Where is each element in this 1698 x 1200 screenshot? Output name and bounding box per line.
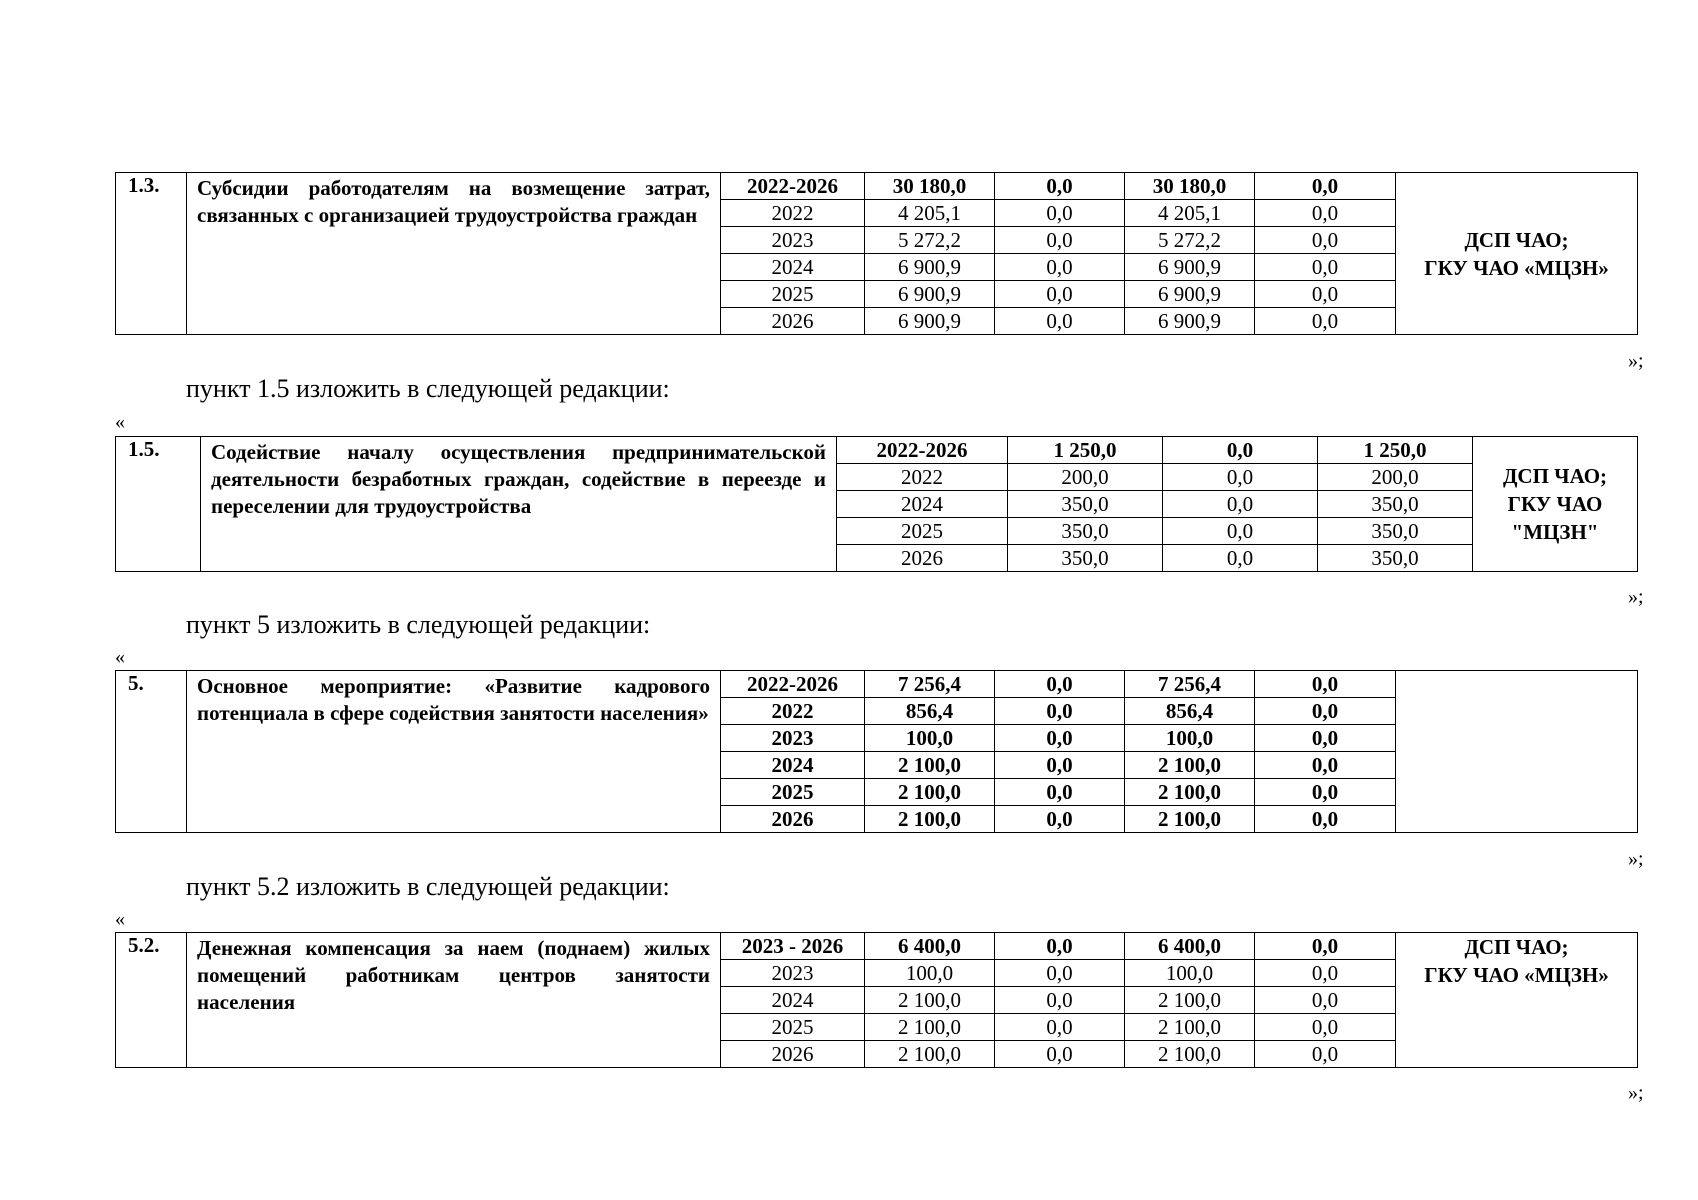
funding-cell: 0,0 [995, 779, 1125, 806]
total-cell: 2 100,0 [865, 779, 995, 806]
total-cell: 6 900,9 [865, 308, 995, 335]
table-item-5 [115, 670, 1638, 833]
total-cell: 100,0 [865, 725, 995, 752]
funding-cell: 0,0 [995, 752, 1125, 779]
item-number: 1.5. [116, 437, 201, 572]
funding-cell: 0,0 [1255, 254, 1396, 281]
period-cell: 2025 [721, 779, 865, 806]
total-cell: 2 100,0 [865, 1041, 995, 1068]
item-number: 1.3. [116, 173, 187, 335]
funding-cell: 0,0 [995, 933, 1125, 960]
funding-cell: 200,0 [1318, 464, 1473, 491]
table-item-1-5 [115, 436, 1638, 572]
funding-cell: 0,0 [1255, 698, 1396, 725]
closing-quote: »; [1628, 350, 1644, 372]
total-cell: 2 100,0 [865, 1014, 995, 1041]
table-row [116, 671, 1638, 698]
period-cell: 2024 [721, 987, 865, 1014]
total-cell: 100,0 [865, 960, 995, 987]
total-cell: 2 100,0 [865, 806, 995, 833]
funding-cell: 30 180,0 [1125, 173, 1255, 200]
closing-quote: »; [1628, 848, 1644, 870]
funding-cell: 0,0 [995, 173, 1125, 200]
responsible-executor: ДСП ЧАО; ГКУ ЧАО «МЦЗН» [1396, 173, 1638, 335]
funding-cell: 2 100,0 [1125, 752, 1255, 779]
funding-cell: 856,4 [1125, 698, 1255, 725]
period-cell: 2025 [721, 1014, 865, 1041]
total-cell: 4 205,1 [865, 200, 995, 227]
funding-cell: 0,0 [1163, 437, 1318, 464]
total-cell: 856,4 [865, 698, 995, 725]
funding-cell: 100,0 [1125, 960, 1255, 987]
funding-cell: 0,0 [1255, 173, 1396, 200]
funding-cell: 350,0 [1318, 491, 1473, 518]
total-cell: 2 100,0 [865, 987, 995, 1014]
funding-cell: 0,0 [995, 308, 1125, 335]
period-cell: 2023 - 2026 [721, 933, 865, 960]
period-cell: 2022-2026 [721, 671, 865, 698]
funding-cell: 2 100,0 [1125, 987, 1255, 1014]
period-cell: 2022 [721, 200, 865, 227]
funding-cell: 7 256,4 [1125, 671, 1255, 698]
funding-cell: 0,0 [995, 1041, 1125, 1068]
funding-cell: 0,0 [995, 1014, 1125, 1041]
instruction-paragraph: пункт 1.5 изложить в следующей редакции: [186, 374, 670, 403]
period-cell: 2026 [721, 806, 865, 833]
table-item-1-3 [115, 172, 1638, 335]
total-cell: 7 256,4 [865, 671, 995, 698]
item-description: Субсидии работодателям на возмещение затрат, связанных с организацией трудоустройства граждан [187, 173, 721, 335]
instruction-paragraph: пункт 5 изложить в следующей редакции: [186, 610, 651, 639]
total-cell: 350,0 [1008, 518, 1163, 545]
total-cell: 5 272,2 [865, 227, 995, 254]
period-cell: 2022 [721, 698, 865, 725]
funding-cell: 0,0 [1163, 545, 1318, 572]
table-row [116, 173, 1638, 200]
funding-cell: 0,0 [1255, 806, 1396, 833]
funding-cell: 2 100,0 [1125, 1041, 1255, 1068]
total-cell: 350,0 [1008, 545, 1163, 572]
funding-cell: 0,0 [995, 698, 1125, 725]
funding-cell: 2 100,0 [1125, 779, 1255, 806]
funding-cell: 0,0 [1255, 227, 1396, 254]
total-cell: 200,0 [1008, 464, 1163, 491]
total-cell: 6 900,9 [865, 281, 995, 308]
funding-cell: 100,0 [1125, 725, 1255, 752]
funding-cell: 0,0 [1255, 752, 1396, 779]
funding-cell: 6 900,9 [1125, 281, 1255, 308]
item-description: Содействие началу осуществления предпринимательской деятельности безработных граждан, содействие в переезде и переселении для трудоустройства [201, 437, 837, 572]
period-cell: 2026 [721, 1041, 865, 1068]
funding-cell: 0,0 [995, 254, 1125, 281]
total-cell: 6 400,0 [865, 933, 995, 960]
funding-cell: 0,0 [1255, 933, 1396, 960]
period-cell: 2022-2026 [721, 173, 865, 200]
funding-cell: 0,0 [1255, 671, 1396, 698]
funding-cell: 0,0 [995, 987, 1125, 1014]
period-cell: 2024 [837, 491, 1008, 518]
closing-quote: »; [1628, 586, 1644, 608]
item-description: Основное мероприятие: «Развитие кадрового потенциала в сфере содействия занятости населения» [187, 671, 721, 833]
period-cell: 2025 [837, 518, 1008, 545]
funding-cell: 1 250,0 [1318, 437, 1473, 464]
item-number: 5.2. [116, 933, 187, 1068]
period-cell: 2023 [721, 725, 865, 752]
funding-cell: 0,0 [995, 281, 1125, 308]
funding-cell: 6 900,9 [1125, 308, 1255, 335]
funding-cell: 0,0 [1255, 987, 1396, 1014]
period-cell: 2023 [721, 960, 865, 987]
total-cell: 2 100,0 [865, 752, 995, 779]
table-row [116, 437, 1638, 464]
period-cell: 2025 [721, 281, 865, 308]
funding-cell: 0,0 [1255, 1041, 1396, 1068]
funding-cell: 5 272,2 [1125, 227, 1255, 254]
opening-quote: « [115, 646, 125, 668]
funding-cell: 0,0 [995, 960, 1125, 987]
funding-cell: 0,0 [1163, 464, 1318, 491]
funding-cell: 0,0 [1163, 518, 1318, 545]
period-cell: 2024 [721, 752, 865, 779]
period-cell: 2022-2026 [837, 437, 1008, 464]
instruction-paragraph: пункт 5.2 изложить в следующей редакции: [186, 872, 670, 901]
funding-cell: 0,0 [1255, 1014, 1396, 1041]
funding-cell: 350,0 [1318, 545, 1473, 572]
funding-cell: 2 100,0 [1125, 806, 1255, 833]
period-cell: 2026 [721, 308, 865, 335]
closing-quote: »; [1628, 1082, 1644, 1104]
funding-cell: 0,0 [1255, 960, 1396, 987]
funding-cell: 0,0 [995, 725, 1125, 752]
funding-cell: 0,0 [1255, 725, 1396, 752]
period-cell: 2024 [721, 254, 865, 281]
funding-cell: 0,0 [995, 200, 1125, 227]
period-cell: 2023 [721, 227, 865, 254]
total-cell: 30 180,0 [865, 173, 995, 200]
item-number: 5. [116, 671, 187, 833]
funding-cell: 350,0 [1318, 518, 1473, 545]
total-cell: 6 900,9 [865, 254, 995, 281]
item-description: Денежная компенсация за наем (поднаем) жилых помещений работникам центров занятости населения [187, 933, 721, 1068]
responsible-executor [1396, 671, 1638, 833]
funding-cell: 0,0 [1255, 281, 1396, 308]
total-cell: 350,0 [1008, 491, 1163, 518]
total-cell: 1 250,0 [1008, 437, 1163, 464]
funding-cell: 0,0 [995, 671, 1125, 698]
funding-cell: 6 400,0 [1125, 933, 1255, 960]
funding-cell: 2 100,0 [1125, 1014, 1255, 1041]
table-row [116, 933, 1638, 960]
period-cell: 2022 [837, 464, 1008, 491]
responsible-executor: ДСП ЧАО; ГКУ ЧАО «МЦЗН» [1396, 933, 1638, 1068]
funding-cell: 0,0 [995, 806, 1125, 833]
funding-cell: 6 900,9 [1125, 254, 1255, 281]
responsible-executor: ДСП ЧАО; ГКУ ЧАО "МЦЗН" [1473, 437, 1638, 572]
opening-quote: « [115, 411, 125, 433]
funding-cell: 0,0 [1163, 491, 1318, 518]
funding-cell: 0,0 [995, 227, 1125, 254]
funding-cell: 4 205,1 [1125, 200, 1255, 227]
funding-cell: 0,0 [1255, 308, 1396, 335]
table-item-5-2 [115, 932, 1638, 1068]
period-cell: 2026 [837, 545, 1008, 572]
opening-quote: « [115, 908, 125, 930]
funding-cell: 0,0 [1255, 779, 1396, 806]
funding-cell: 0,0 [1255, 200, 1396, 227]
